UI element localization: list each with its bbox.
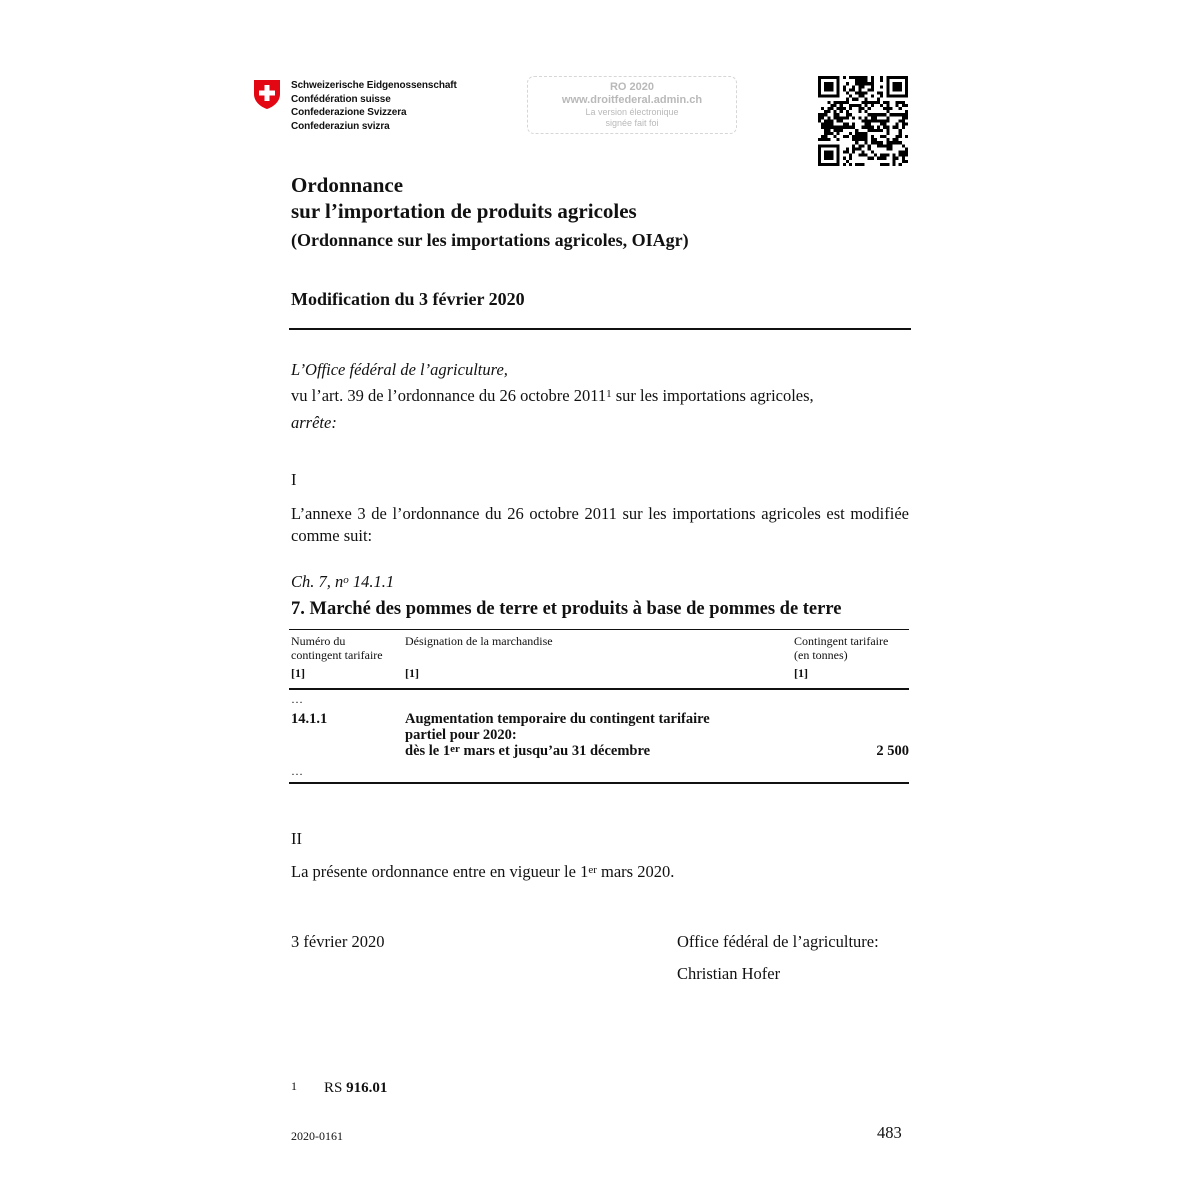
stamp-ro: RO 2020 (609, 81, 655, 93)
header-quota-number (291, 634, 383, 662)
designation-line-3-start: dès le 1 (405, 743, 451, 759)
title-divider (289, 328, 911, 330)
legal-basis-text: vu l’art. 39 de l’ordonnance du 26 octobre 2011 (291, 386, 607, 405)
header-quota-tonnes-line-2: (en tonnes) (794, 648, 848, 662)
entry-into-force-end: mars 2020. (596, 862, 675, 881)
column-ref-2: [1] (405, 666, 419, 680)
signatory-name: Christian Hofer (677, 964, 781, 983)
qr-code-icon (818, 76, 908, 166)
confederation-line-it: Confederazione Svizzera (291, 107, 407, 118)
legal-basis (291, 385, 814, 407)
chapter-ref-prefix: Ch. 7, n (291, 572, 344, 591)
confederation-line-fr: Confédération suisse (291, 93, 391, 105)
section-number-1: I (291, 470, 297, 489)
table-row-value: 2 500 (876, 743, 909, 759)
title-line-1: Ordonnance (291, 173, 404, 197)
modification-date: Modification du 3 février 2020 (291, 289, 525, 309)
section-1-text: L’annexe 3 de l’ordonnance du 26 octobre 2011 sur les importations agricoles est modifiée comme suit: (291, 504, 909, 545)
table-top-rule (289, 629, 909, 630)
designation-sup: er (450, 743, 460, 755)
table-bottom-rule (289, 782, 909, 784)
confederation-line-de: Schweizerische Eidgenossenschaft (291, 80, 457, 91)
table-row-number: 14.1.1 (291, 711, 328, 727)
header-quota-number-line-1: Numéro du (291, 634, 346, 648)
table-header-rule (289, 688, 909, 690)
table-row-designation (405, 711, 765, 759)
confederation-name (291, 79, 457, 133)
footnote-ref: 1 (606, 388, 612, 400)
footnote-ref-number: 916.01 (346, 1080, 388, 1096)
stamp-url: www.droitfederal.admin.ch (561, 94, 703, 106)
chapter-ref-number: 14.1.1 (348, 572, 395, 591)
chapter-reference (291, 571, 394, 593)
title-line-2: sur l’importation de produits agricoles (291, 199, 637, 223)
confederation-line-rm: Confederaziun svizra (291, 120, 390, 132)
column-ref-3: [1] (794, 666, 808, 680)
chapter-title: 7. Marché des pommes de terre et produits à base de pommes de terre (291, 599, 842, 619)
footnote-prefix: RS (324, 1080, 347, 1096)
footnote-text (324, 1078, 387, 1098)
publication-stamp (527, 76, 737, 134)
decree-word: arrête: (291, 413, 337, 432)
signature-office: Office fédéral de l’agriculture: (677, 932, 879, 951)
stamp-note-1: La version électronique (585, 107, 679, 117)
legal-basis-text-end: sur les importations agricoles, (611, 386, 814, 405)
page-number: 483 (877, 1123, 902, 1142)
title-short: (Ordonnance sur les importations agricoles, OIAgr) (291, 230, 689, 250)
swiss-cross-icon (252, 78, 282, 110)
footnote-number: 1 (291, 1079, 297, 1093)
designation-line-2: partiel pour 2020: (405, 727, 517, 743)
designation-line-3 (405, 743, 765, 759)
table-ellipsis-bottom: … (291, 764, 303, 778)
entry-into-force-start: La présente ordonnance entre en vigueur le 1 (291, 862, 589, 881)
signature-date: 3 février 2020 (291, 932, 385, 951)
entry-into-force-sup: er (588, 864, 597, 876)
designation-line-3-end: mars et jusqu’au 31 décembre (459, 743, 651, 759)
header-quota-tonnes-line-1: Contingent tarifaire (794, 634, 889, 648)
document-id: 2020-0161 (291, 1129, 343, 1143)
chapter-ref-sup: o (343, 574, 349, 586)
column-ref-1: [1] (291, 666, 305, 680)
table-ellipsis-top: … (291, 692, 303, 706)
stamp-note-2: signée fait foi (605, 118, 659, 128)
header-designation: Désignation de la marchandise (405, 634, 553, 648)
issuing-authority: L’Office fédéral de l’agriculture, (291, 360, 508, 379)
entry-into-force (291, 861, 674, 883)
section-number-2: II (291, 829, 302, 848)
header-quota-tonnes (794, 634, 888, 662)
header-quota-number-line-2: contingent tarifaire (291, 648, 383, 662)
designation-line-1: Augmentation temporaire du contingent tarifaire (405, 711, 710, 727)
